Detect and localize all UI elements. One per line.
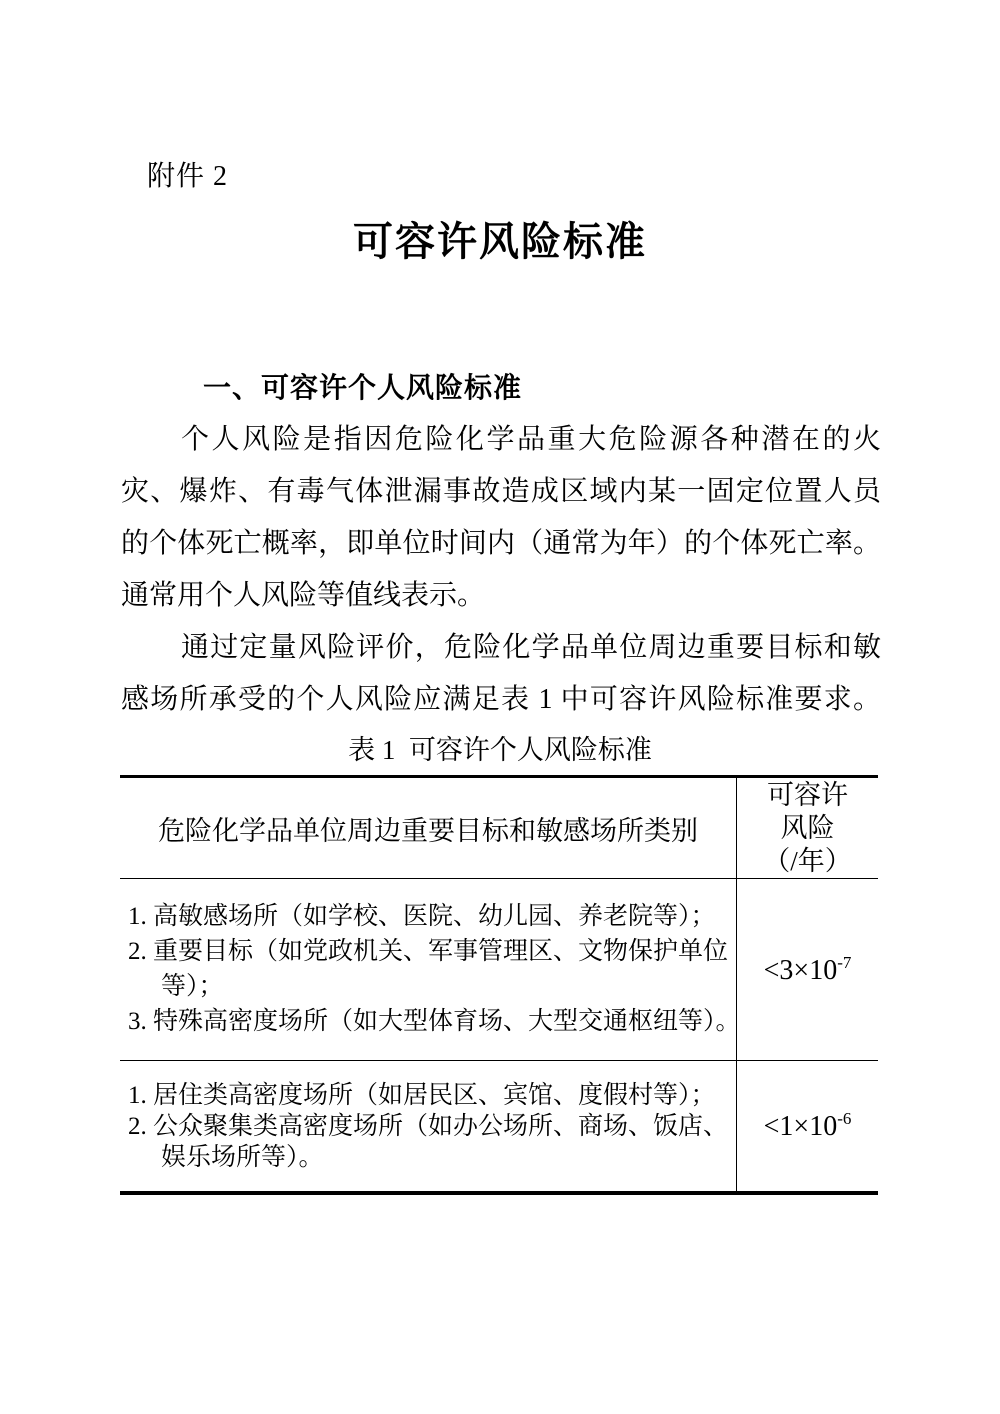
paragraph-individual-risk-definition	[121, 414, 881, 622]
paragraph-line: 个人风险是指因危险化学品重大危险源各种潜在的火	[181, 424, 881, 455]
paragraph-line: 灾、爆炸、有毒气体泄漏事故造成区域内某一固定位置人员	[121, 476, 881, 507]
table-caption: 表 1 可容许个人风险标准	[348, 735, 652, 765]
risk-value-base: <3×10	[763, 954, 838, 986]
section-heading: 一、可容许个人风险标准	[203, 372, 523, 403]
risk-table	[120, 775, 878, 1195]
risk-value	[764, 1109, 852, 1143]
risk-value-exponent: -6	[837, 1109, 852, 1128]
category-header-cell: 危险化学品单位周边重要目标和敏感场所类别	[158, 815, 698, 846]
category-line: 等）；	[161, 973, 224, 1000]
risk-value-cell	[736, 879, 878, 1060]
category-line: 2. 公众聚集类高密度场所（如办公场所、商场、饭店、	[128, 1113, 729, 1140]
category-cell	[120, 1061, 736, 1191]
risk-value	[764, 953, 852, 987]
attachment-label: 附件 2	[147, 161, 229, 192]
category-line: 娱乐场所等）。	[161, 1144, 324, 1171]
risk-header-line: 可容许	[767, 779, 848, 810]
paragraph-line: 的个体死亡概率，即单位时间内（通常为年）的个体死亡率。	[121, 528, 881, 559]
document-title: 可容许风险标准	[353, 220, 647, 264]
risk-value-cell	[736, 1061, 878, 1191]
risk-header-line: 风险	[780, 812, 835, 843]
category-line: 1. 高敏感场所（如学校、医院、幼儿园、养老院等）；	[128, 903, 716, 930]
table-row-high-sensitive-sites	[120, 879, 878, 1061]
paragraph-line: 感场所承受的个人风险应满足表 1 中可容许风险标准要求。	[121, 684, 881, 715]
paragraph-line: 通过定量风险评价，危险化学品单位周边重要目标和敏	[181, 632, 881, 663]
paragraph-line: 通常用个人风险等值线表示。	[121, 580, 486, 611]
table-row-high-density-sites	[120, 1061, 878, 1191]
risk-value-base: <1×10	[763, 1111, 838, 1142]
risk-header-line: （/年）	[763, 845, 852, 876]
risk-header-cell	[736, 778, 878, 878]
category-line: 2. 重要目标（如党政机关、军事管理区、文物保护单位	[128, 938, 729, 965]
category-cell	[120, 879, 741, 1060]
category-line: 1. 居住类高密度场所（如居民区、宾馆、度假村等）；	[128, 1082, 716, 1109]
paragraph-qra-requirement	[121, 622, 881, 726]
table-header-row	[120, 778, 878, 879]
risk-value-exponent: -7	[837, 952, 852, 972]
category-line: 3. 特殊高密度场所（如大型体育场、大型交通枢纽等）。	[128, 1008, 741, 1035]
